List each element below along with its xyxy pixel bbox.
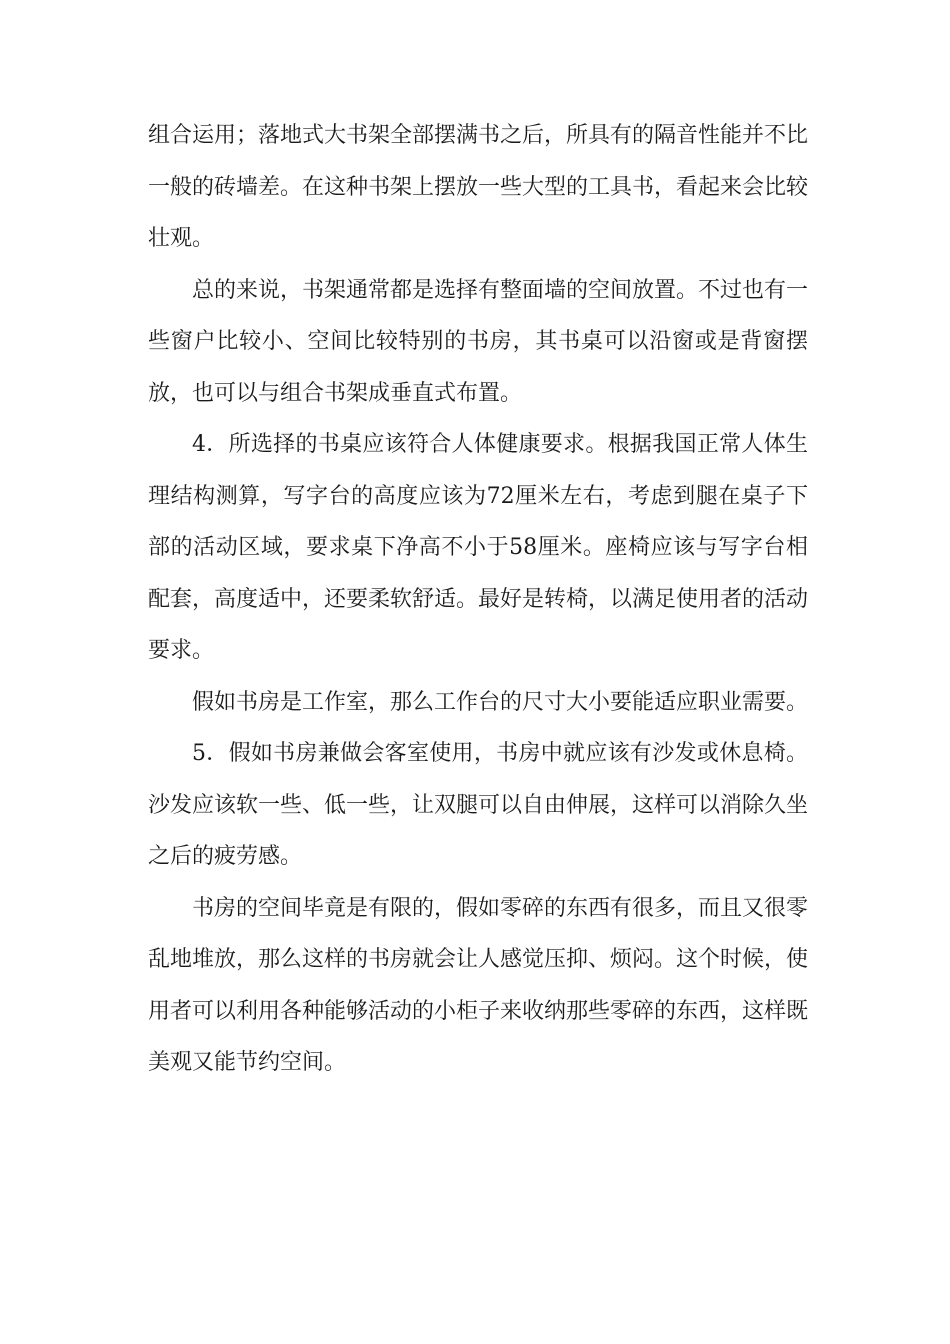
paragraph-continuation: 组合运用；落地式大书架全部摆满书之后，所具有的隔音性能并不比一般的砖墙差。在这种书架上摆放一些大型的工具书，看起来会比较壮观。 (148, 123, 809, 251)
paragraph-desk-requirements: 4．所选择的书桌应该符合人体健康要求。根据我国正常人体生理结构测算，写字台的高度应该为72厘米左右，考虑到腿在桌子下部的活动区域，要求桌下净高不小于58厘米。座椅应该与写字台相配套，高度适中，还要柔软舒适。最好是转椅，以满足使用者的活动要求。 (148, 432, 809, 663)
paragraph-workroom: 假如书房是工作室，那么工作台的尺寸大小要能适应职业需要。 (192, 689, 809, 715)
paragraph-bookshelf-placement: 总的来说，书架通常都是选择有整面墙的空间放置。不过也有一些窗户比较小、空间比较特别的书房，其书桌可以沿窗或是背窗摆放，也可以与组合书架成垂直式布置。 (148, 277, 809, 406)
paragraph-reception-room: 5．假如书房兼做会客室使用，书房中就应该有沙发或休息椅。沙发应该软一些、低一些，让双腿可以自由伸展，这样可以消除久坐之后的疲劳感。 (148, 741, 809, 869)
document-body (148, 110, 808, 1089)
paragraph-storage: 书房的空间毕竟是有限的，假如零碎的东西有很多，而且又很零乱地堆放，那么这样的书房就会让人感觉压抑、烦闷。这个时候，使用者可以利用各种能够活动的小柜子来收纳那些零碎的东西，这样既美观又能节约空间。 (148, 895, 809, 1075)
